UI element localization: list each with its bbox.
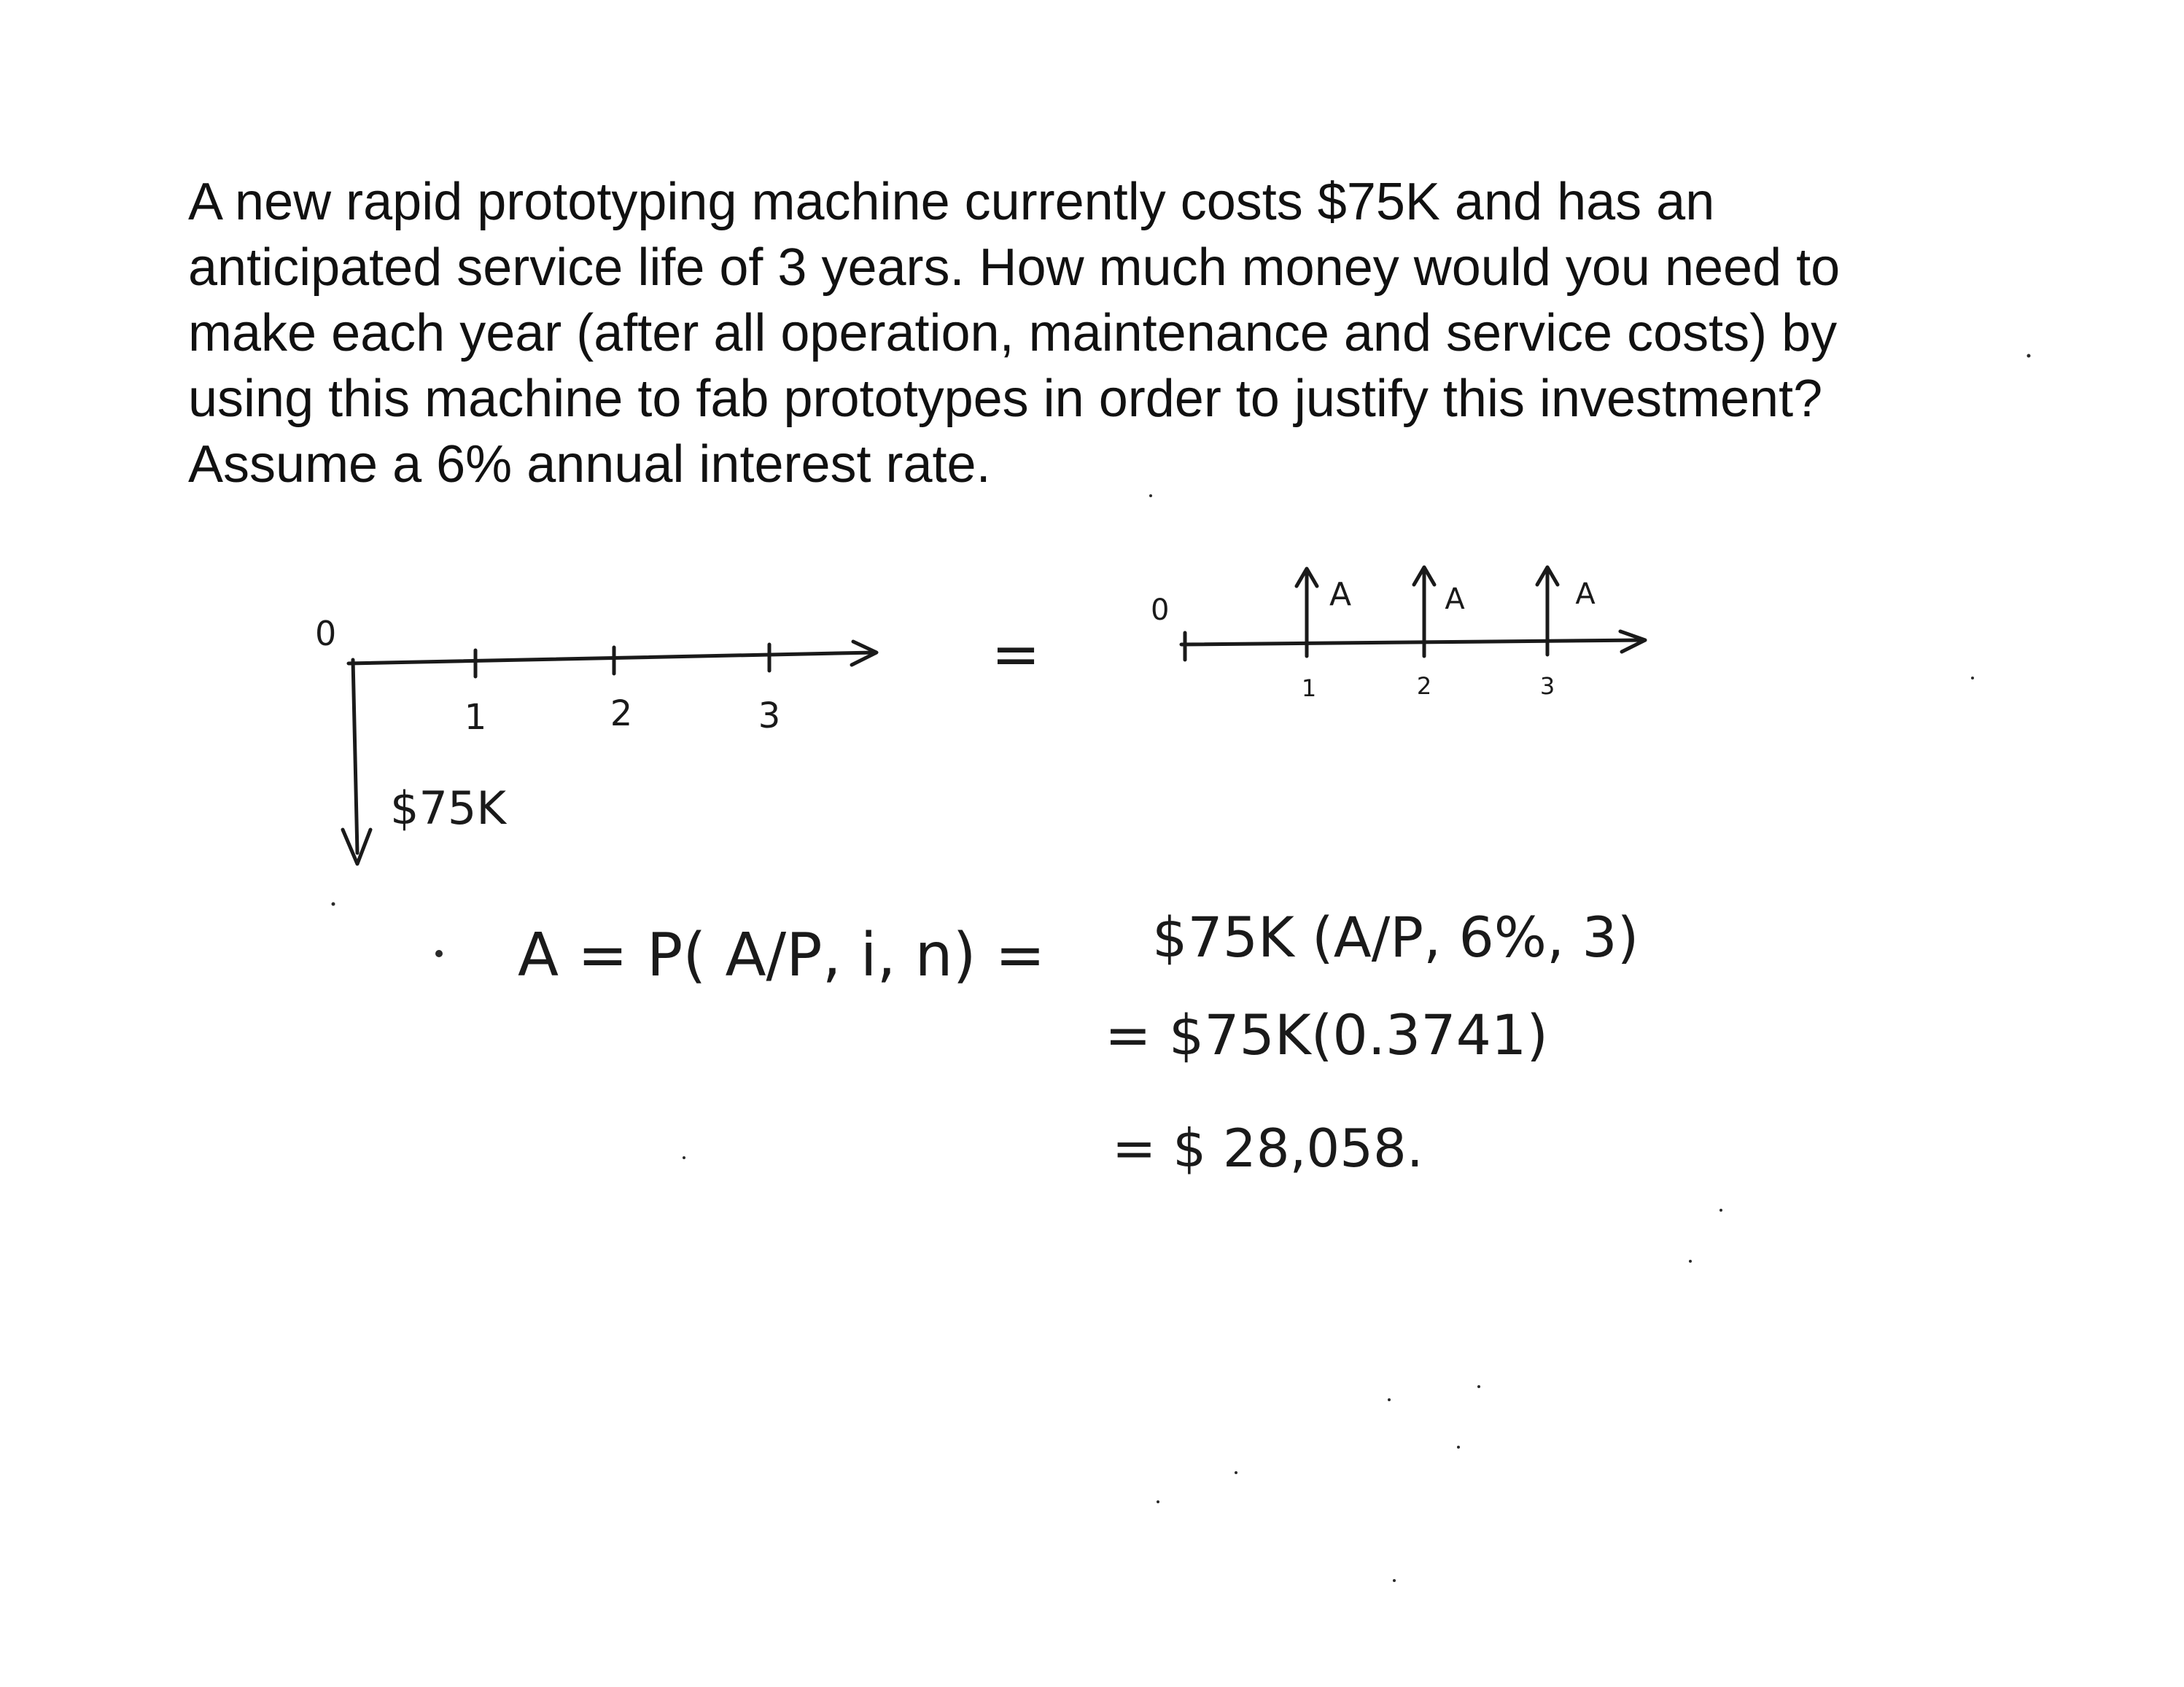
outflow-amount-label: $75K xyxy=(390,782,506,835)
therefore-dot xyxy=(435,950,443,957)
left-tick-label-3: 3 xyxy=(758,696,781,736)
right-origin-label: 0 xyxy=(1151,593,1170,627)
problem-line-1: A new rapid prototyping machine currently costs $75K and has an xyxy=(188,173,1715,231)
outflow-arrow-shaft xyxy=(353,660,357,853)
equation-line-1-rhs: $75K (A/P, 6%, 3) xyxy=(1152,905,1639,970)
left-time-axis xyxy=(349,652,875,663)
inflow-label-3: A xyxy=(1575,577,1596,611)
right-time-axis xyxy=(1181,640,1644,644)
left-cash-flow-diagram xyxy=(315,614,877,864)
problem-line-5: Assume a 6% annual interest rate. xyxy=(188,435,991,494)
right-cash-flow-diagram xyxy=(1151,567,1645,702)
equation-line-2: = $75K(0.3741) xyxy=(1105,1002,1548,1067)
problem-line-4: using this machine to fab prototypes in order to justify this investment? xyxy=(188,370,1823,428)
equation-line-3: = $ 28,058. xyxy=(1112,1118,1423,1179)
right-tick-label-3: 3 xyxy=(1539,672,1555,700)
inflow-label-2: A xyxy=(1445,583,1465,616)
equation-line-1-lhs: A = P( A/P, i, n) = xyxy=(518,921,1046,990)
left-origin-label: 0 xyxy=(315,614,337,653)
problem-line-2: anticipated service life of 3 years. How much money would you need to xyxy=(188,238,1841,297)
right-tick-label-2: 2 xyxy=(1416,672,1432,700)
solution-equations xyxy=(518,905,1639,1179)
left-tick-label-2: 2 xyxy=(610,693,633,734)
inflow-label-1: A xyxy=(1329,576,1352,613)
diagram-equals-sign: = xyxy=(991,620,1041,688)
problem-line-3: make each year (after all operation, maintenance and service costs) by xyxy=(188,304,1838,362)
right-tick-label-1: 1 xyxy=(1301,674,1317,702)
left-tick-label-1: 1 xyxy=(464,697,487,738)
